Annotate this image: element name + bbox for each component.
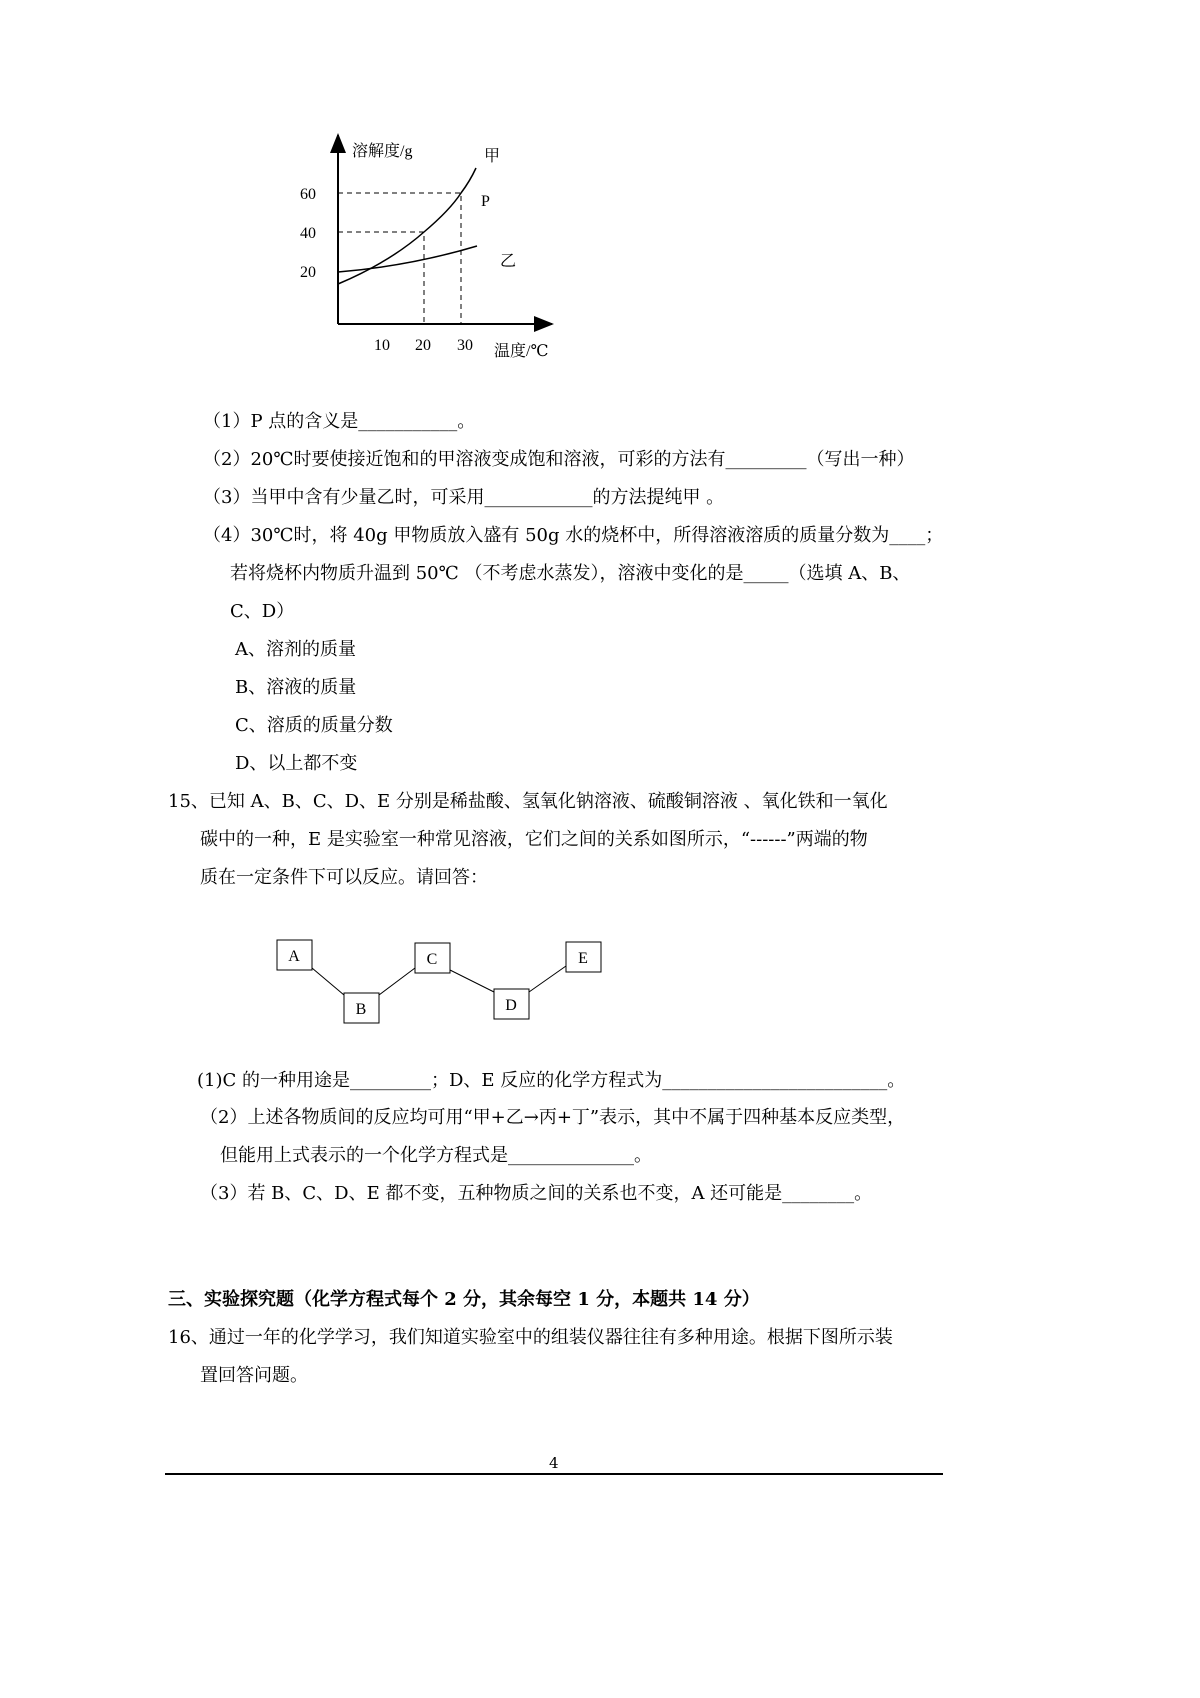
q16-stem: 16、通过一年的化学学习，我们知道实验室中的组装仪器往往有多种用途。根据下图所示装 — [168, 1327, 893, 1348]
q15-part1: (1)C 的一种用途是_________；D、E 反应的化学方程式为_________________________。 — [197, 1070, 906, 1091]
q15-part2-cont: 但能用上式表示的一个化学方程式是______________。 — [220, 1145, 652, 1166]
box-b-label: B — [355, 1001, 367, 1018]
q14-part2: （2）20℃时要使接近饱和的甲溶液变成饱和溶液，可彩的方法有_________（写出一种） — [203, 449, 915, 470]
curve-label-yi: 乙 — [500, 253, 517, 270]
x-axis-label: 温度/℃ — [494, 343, 549, 360]
page-number: 4 — [549, 1454, 559, 1472]
q15-part3: （3）若 B、C、D、E 都不变，五种物质之间的关系也不变，A 还可能是________。 — [200, 1183, 873, 1204]
y-axis-label: 溶解度/g — [352, 143, 413, 160]
q15-part2: （2）上述各物质间的反应均可用“甲+乙→丙+丁”表示，其中不属于四种基本反应类型， — [200, 1107, 906, 1128]
solubility-chart — [300, 135, 552, 360]
q15-stem-cont: 碳中的一种，E 是实验室一种常见溶液，它们之间的关系如图所示，“------”两端的物 — [200, 829, 868, 850]
link-a-b — [312, 968, 344, 995]
q15-stem: 15、已知 A、B、C、D、E 分别是稀盐酸、氢氧化钠溶液、硫酸铜溶液 、氧化铁和一氧化 — [168, 791, 888, 812]
curve-yi — [338, 246, 477, 272]
q14-part3: （3）当甲中含有少量乙时，可采用____________的方法提纯甲 。 — [203, 487, 725, 508]
q14-part4-cont2: C、D） — [230, 601, 295, 622]
q16-stem-cont: 置回答问题。 — [200, 1365, 308, 1386]
x-tick-20: 20 — [415, 337, 431, 354]
y-tick-40: 40 — [300, 225, 316, 242]
dashed-guide-60 — [338, 193, 461, 324]
curve-jia — [338, 168, 476, 284]
box-a-label: A — [288, 948, 300, 965]
box-d-label: D — [505, 997, 517, 1014]
point-label-p: P — [481, 193, 490, 210]
option-d: D、以上都不变 — [235, 753, 358, 774]
x-tick-10: 10 — [374, 337, 390, 354]
q15-stem-cont2: 质在一定条件下可以反应。请回答： — [200, 867, 488, 888]
y-tick-20: 20 — [300, 264, 316, 281]
q14-part4: （4）30℃时，将 40g 甲物质放入盛有 50g 水的烧杯中，所得溶液溶质的质量分数为____； — [203, 525, 944, 546]
option-b: B、溶液的质量 — [235, 677, 357, 698]
link-c-d — [450, 970, 494, 992]
link-b-c — [379, 968, 415, 995]
q14-part1: （1）P 点的含义是___________。 — [203, 411, 476, 432]
box-e-label: E — [578, 950, 588, 967]
x-tick-30: 30 — [457, 337, 473, 354]
section3-heading: 三、实验探究题（化学方程式每个 2 分，其余每空 1 分，本题共 14 分） — [168, 1289, 760, 1310]
option-c: C、溶质的质量分数 — [235, 715, 393, 736]
box-c-label: C — [426, 951, 438, 968]
y-tick-60: 60 — [300, 186, 316, 203]
relation-diagram — [277, 940, 601, 1023]
curve-label-jia: 甲 — [484, 148, 501, 165]
option-a: A、溶剂的质量 — [235, 639, 356, 660]
link-d-e — [529, 966, 566, 992]
q14-part4-cont: 若将烧杯内物质升温到 50℃ （不考虑水蒸发），溶液中变化的是_____（选填 A、B、 — [230, 563, 911, 584]
